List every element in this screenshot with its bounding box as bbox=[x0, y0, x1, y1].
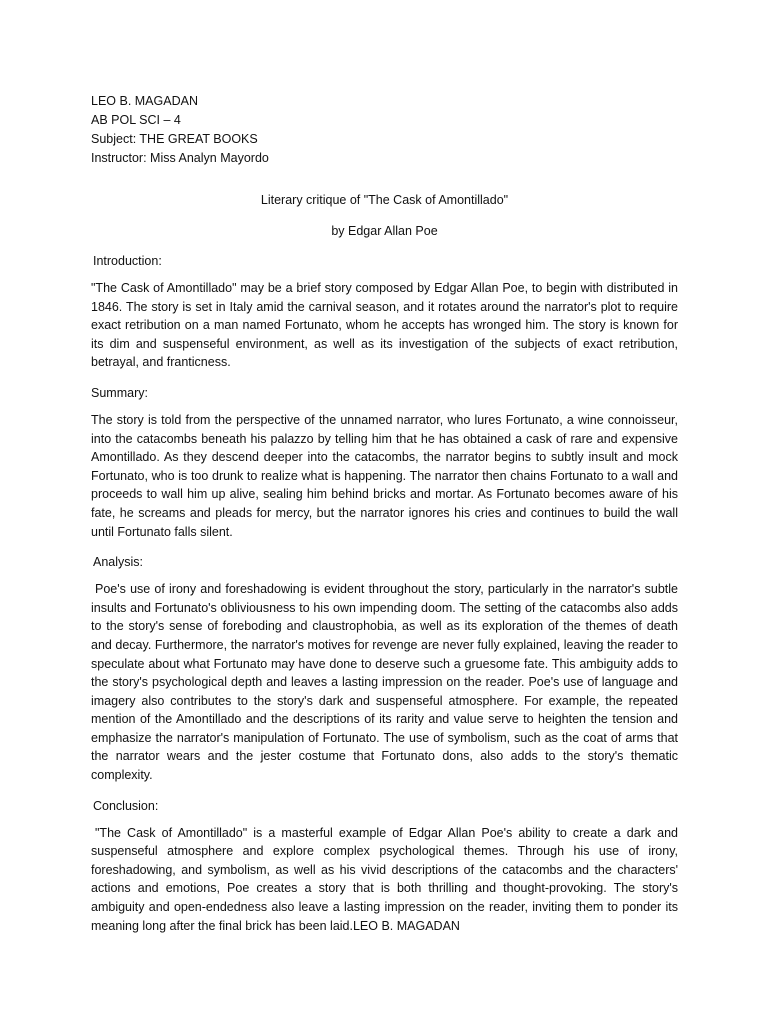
section-heading-introduction: Introduction: bbox=[93, 254, 162, 268]
section-body-conclusion: "The Cask of Amontillado" is a masterful example of Edgar Allan Poe's ability to create a dark and suspenseful atmosphere and explore complex psychological themes. Through his use of irony, foreshadowing, and symbolism, as well as his vivid descriptions of the catacombs and the characters' actions and emotions, Poe creates a story that is both thrilling and thought-provoking. The story's ambiguity and open-endedness also leave a lasting impression on the reader, inviting them to ponder its meaning long after the final brick has been laid.LEO B. MAGADAN bbox=[91, 825, 678, 933]
document-title: Literary critique of "The Cask of Amontillado" bbox=[260, 193, 509, 207]
course: AB POL SCI – 4 bbox=[91, 113, 181, 127]
section-body-introduction: "The Cask of Amontillado" may be a brief story composed by Edgar Allan Poe, to begin with distributed in 1846. The story is set in Italy amid the carnival season, and it rotates around the narrator's plot to require exact retribution on a man named Fortunato, whom he accepts has wronged him. The story is known for its dim and suspenseful environment, as well as its investigation of the subjects of exact retribution, betrayal, and franticness. bbox=[91, 281, 678, 370]
section-body-analysis: Poe's use of irony and foreshadowing is evident throughout the story, particularly in the narrator's subtle insults and Fortunato's obliviousness to his own impending doom. The setting of the catacombs also adds to the story's sense of foreboding and claustrophobia, as well as its exploration of the themes of death and decay. Furthermore, the narrator's motives for revenge are never fully explained, leaving the reader to speculate about what Fortunato may have done to deserve such a gruesome fate. This ambiguity adds to the story's psychological depth and leaves a lasting impression on the reader. Poe's use of language and imagery also contributes to the story's dark and suspenseful atmosphere. For example, the repeated mention of the Amontillado and the descriptions of its rarity and value serve to heighten the tension and emphasize the narrator's manipulation of Fortunato. The use of symbolism, such as the coat of arms that the narrator wears and the jester costume that Fortunato dons, also adds to the story's thematic complexity. bbox=[91, 582, 678, 783]
section-heading-analysis: Analysis: bbox=[93, 555, 144, 570]
section-heading-summary: Summary: bbox=[91, 385, 148, 400]
section-body-summary: The story is told from the perspective of the unnamed narrator, who lures Fortunato, a wine connoisseur, into the catacombs beneath his palazzo by telling him that he has obtained a cask of rare and expensive Amontillado. As they descend deeper into the catacombs, the narrator begins to subtly insult and mock Fortunato, who is too drunk to realize what is happening. The narrator then chains Fortunato to a wall and proceeds to wall him up alive, sealing him behind bricks and mortar. As Fortunato becomes aware of his fate, he screams and pleads for mercy, but the narrator ignores his cries and continues to build the wall until Fortunato falls silent. bbox=[91, 412, 678, 539]
header-block bbox=[91, 92, 678, 168]
document-author: by Edgar Allan Poe bbox=[331, 224, 438, 238]
section-heading-conclusion: Conclusion: bbox=[93, 798, 159, 813]
instructor: Instructor: Miss Analyn Mayordo bbox=[91, 151, 269, 165]
subject: Subject: THE GREAT BOOKS bbox=[91, 132, 258, 146]
author-name: LEO B. MAGADAN bbox=[91, 94, 198, 108]
